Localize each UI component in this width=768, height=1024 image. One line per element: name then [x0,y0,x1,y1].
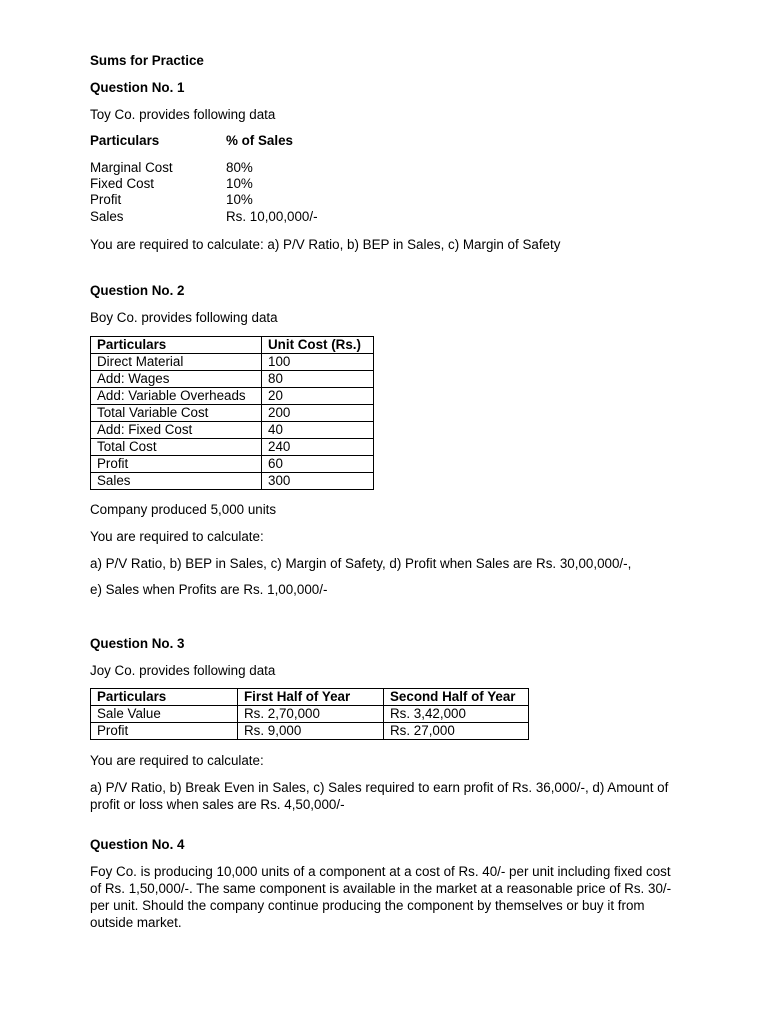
q1-header-particulars: Particulars [90,133,160,148]
table-cell: Sales [91,473,262,490]
table-row [91,354,374,371]
table-cell: Profit [91,723,238,740]
q2-table [90,336,374,490]
table-cell: 60 [262,456,374,473]
q1-row-label: Profit [90,192,122,207]
q1-row-label: Fixed Cost [90,176,154,191]
q3-header-particulars: Particulars [91,689,238,706]
q3-table [90,688,529,740]
table-row [91,405,374,422]
q1-row-label: Sales [90,209,124,224]
q4-text: Foy Co. is producing 10,000 units of a component at a cost of Rs. 40/- per unit including fixed cost of Rs. 1,50,000/-. The same component is available in the market at a reasonable price of Rs. 30/- per unit. Should the company continue producing the component by themselves or buy it from outside market. [90,864,672,930]
q3-header-second-half: Second Half of Year [384,689,529,706]
table-row [91,456,374,473]
q2-header-unit-cost: Unit Cost (Rs.) [262,337,374,354]
q2-table-header-row [91,337,374,354]
q3-intro: Joy Co. provides following data [90,663,276,678]
q1-intro: Toy Co. provides following data [90,107,276,122]
table-row [91,422,374,439]
table-cell: Total Cost [91,439,262,456]
document-heading: Sums for Practice [90,53,204,68]
table-cell: 40 [262,422,374,439]
q2-task-intro: You are required to calculate: [90,529,264,544]
table-cell: Rs. 27,000 [384,723,529,740]
table-cell: 100 [262,354,374,371]
table-cell: Add: Fixed Cost [91,422,262,439]
table-cell: Direct Material [91,354,262,371]
table-row [91,371,374,388]
table-cell: 300 [262,473,374,490]
q1-row-value: 80% [226,160,253,175]
table-row [91,723,529,740]
table-row [91,473,374,490]
q3-table-header-row [91,689,529,706]
q2-intro: Boy Co. provides following data [90,310,278,325]
q1-header-percent: % of Sales [226,133,293,148]
table-row [91,388,374,405]
table-cell: Add: Wages [91,371,262,388]
q3-task-intro: You are required to calculate: [90,753,264,768]
table-cell: Profit [91,456,262,473]
table-cell: 240 [262,439,374,456]
q1-title: Question No. 1 [90,80,185,95]
q1-task: You are required to calculate: a) P/V Ratio, b) BEP in Sales, c) Margin of Safety [90,237,561,252]
table-cell: Rs. 3,42,000 [384,706,529,723]
table-row [91,439,374,456]
q3-title: Question No. 3 [90,636,185,651]
table-cell: Total Variable Cost [91,405,262,422]
q3-header-first-half: First Half of Year [238,689,384,706]
q2-task-line2: e) Sales when Profits are Rs. 1,00,000/- [90,582,328,597]
q1-row-label: Marginal Cost [90,160,173,175]
q2-header-particulars: Particulars [91,337,262,354]
q3-task: a) P/V Ratio, b) Break Even in Sales, c) Sales required to earn profit of Rs. 36,000/-, d) Amount of profit or loss when sales are Rs. 4,50,000/- [90,780,669,812]
q4-title: Question No. 4 [90,837,185,852]
table-cell: Add: Variable Overheads [91,388,262,405]
q1-row-value: 10% [226,176,253,191]
table-cell: Sale Value [91,706,238,723]
table-cell: 20 [262,388,374,405]
q2-title: Question No. 2 [90,283,185,298]
table-cell: 200 [262,405,374,422]
q2-task-line1: a) P/V Ratio, b) BEP in Sales, c) Margin of Safety, d) Profit when Sales are Rs. 30,00,000/-, [90,556,632,571]
q1-row-value: 10% [226,192,253,207]
table-cell: 80 [262,371,374,388]
q2-note: Company produced 5,000 units [90,502,277,517]
table-cell: Rs. 9,000 [238,723,384,740]
table-cell: Rs. 2,70,000 [238,706,384,723]
table-row [91,706,529,723]
q1-row-value: Rs. 10,00,000/- [226,209,318,224]
